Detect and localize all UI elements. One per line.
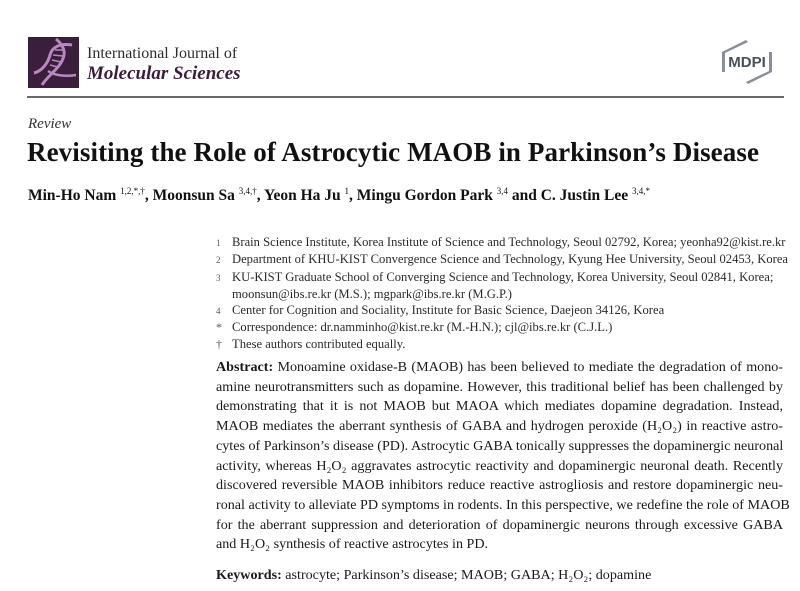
abstract bbox=[216, 358, 790, 555]
affiliation-mark: 2 bbox=[216, 255, 221, 266]
keywords-text: astrocyte; Parkinson’s disease; MAOB; GABA; H₂O₂; dopamine bbox=[281, 567, 652, 583]
article-title: Revisiting the Role of Astrocytic MAOB in Parkinson’s Disease bbox=[27, 137, 760, 167]
abstract-line: demonstrating that it is not MAOB but MAOA which mediates dopamine degradation. Instead, bbox=[216, 398, 783, 415]
author-separator: and bbox=[507, 187, 541, 204]
affiliation-mark: 3 bbox=[216, 272, 221, 283]
affiliation-text: Center for Cognition and Sociality, Institute for Basic Science, Daejeon 34126, Korea bbox=[232, 303, 665, 318]
affiliation-mark: * bbox=[216, 320, 222, 335]
header-divider bbox=[27, 96, 784, 98]
author-name[interactable]: Yeon Ha Ju bbox=[263, 187, 341, 204]
abstract-line bbox=[216, 358, 783, 378]
affiliation-item bbox=[216, 319, 796, 335]
affiliation-item bbox=[216, 286, 796, 302]
author-name[interactable]: Mingu Gordon Park bbox=[356, 187, 493, 204]
mdpi-logo bbox=[718, 38, 776, 86]
abstract-line: for the aberrant suppression and deterioration of dopaminergic neurons through excessive GABA bbox=[216, 516, 783, 533]
affiliation-item bbox=[216, 251, 796, 268]
affiliations bbox=[216, 234, 796, 352]
author-affiliation-marks: 1 bbox=[344, 186, 350, 196]
abstract-line: and H₂O₂ synthesis of reactive astrocytes in PD. bbox=[216, 536, 489, 553]
affiliation-item bbox=[216, 234, 796, 251]
abstract-line: MAOB mediates the aberrant synthesis of GABA and hydrogen peroxide (H₂O₂) in reactive astro- bbox=[216, 418, 783, 435]
affiliation-mark: 1 bbox=[216, 238, 221, 248]
journal-logo bbox=[28, 37, 79, 88]
author-list bbox=[28, 186, 650, 205]
author-affiliation-marks: 3,4,† bbox=[238, 186, 257, 196]
affiliation-mark bbox=[216, 286, 232, 302]
keywords-label: Keywords: bbox=[216, 567, 282, 583]
keywords bbox=[216, 567, 651, 584]
affiliation-mark: † bbox=[216, 336, 222, 351]
journal-name-line2: Molecular Sciences bbox=[87, 63, 241, 84]
affiliation-item bbox=[216, 302, 796, 319]
affiliation-mark: 4 bbox=[216, 306, 221, 317]
abstract-label: Abstract: bbox=[216, 359, 274, 375]
abstract-line: cytes of Parkinson’s disease (PD). Astrocytic GABA tonically suppresses the dopaminergic neuronal bbox=[216, 437, 784, 454]
author-separator: , bbox=[256, 187, 264, 204]
abstract-text: Monoamine oxidase-B (MAOB) has been believed to mediate the degradation of mono- bbox=[273, 359, 783, 375]
author-separator: , bbox=[144, 187, 153, 204]
abstract-line: ronal activity to alleviate PD symptoms in rodents. In this perspective, we redefine the role of MAOB bbox=[216, 496, 790, 513]
author-name[interactable]: Moonsun Sa bbox=[152, 187, 235, 204]
abstract-line: amine neurotransmitters such as dopamine. However, this traditional belief has been challenged by bbox=[216, 378, 783, 395]
author-separator: , bbox=[349, 187, 357, 204]
mdpi-hexagon-icon bbox=[718, 38, 776, 86]
journal-name bbox=[87, 44, 241, 84]
author-affiliation-marks: 1,2,*,† bbox=[120, 186, 145, 196]
abstract-line: discovered reversible MAOB inhibitors reduce reactive astrogliosis and restore dopaminergic neu- bbox=[216, 477, 783, 494]
journal-name-line1: International Journal of bbox=[87, 45, 238, 62]
svg-text:MDPI: MDPI bbox=[728, 54, 766, 71]
author-affiliation-marks: 3,4 bbox=[496, 186, 508, 196]
affiliation-text: Brain Science Institute, Korea Institute of Science and Technology, Seoul 02792, Korea; yeonha92@kist.re.kr bbox=[232, 235, 786, 249]
correspondence-text: Correspondence: dr.namminho@kist.re.kr (M.-H.N.); cjl@ibs.re.kr (C.J.L.) bbox=[232, 320, 613, 335]
affiliation-item bbox=[216, 336, 796, 352]
equal-contribution-note: These authors contributed equally. bbox=[232, 336, 406, 351]
affiliation-text: Department of KHU-KIST Convergence Science and Technology, Kyung Hee University, Seoul 02453, Korea bbox=[232, 252, 789, 267]
affiliation-text: moonsun@ibs.re.kr (M.S.); mgpark@ibs.re.kr (M.G.P.) bbox=[232, 286, 512, 301]
abstract-line: activity, whereas H₂O₂ aggravates astrocytic reactivity and dopaminergic neuronal death. Recently bbox=[216, 457, 783, 474]
affiliation-item bbox=[216, 269, 796, 286]
author-name[interactable]: C. Justin Lee bbox=[540, 187, 629, 204]
author-affiliation-marks: 3,4,* bbox=[632, 186, 651, 196]
dna-helix-icon bbox=[28, 37, 79, 88]
affiliation-text: KU-KIST Graduate School of Converging Science and Technology, Korea University, Seoul 02841, Korea; bbox=[232, 269, 774, 284]
article-type: Review bbox=[28, 116, 72, 132]
author-name[interactable]: Min-Ho Nam bbox=[28, 187, 117, 204]
